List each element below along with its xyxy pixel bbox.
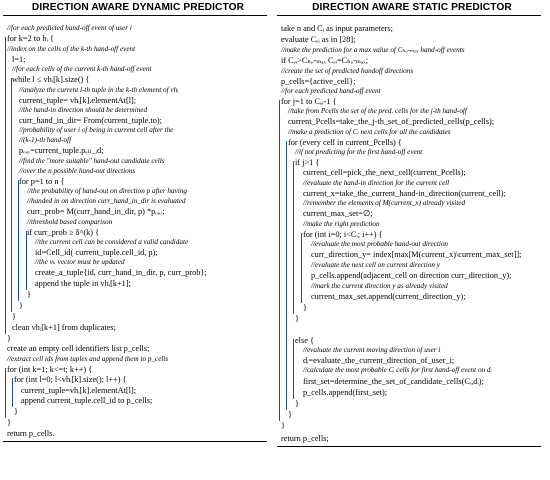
code-line: create an empty cell identifiers list p_cells;: [7, 344, 150, 353]
panel-title: DIRECTION AWARE DYNAMIC PREDICTOR: [31, 2, 245, 13]
code-line: current_max_set.append(current_direction_y);: [311, 292, 466, 301]
code-line: }: [7, 334, 11, 343]
code-line: append current_tuple.cell_id to p_cells;: [21, 396, 153, 405]
code-line: current_tuple=vhᵢ[k].elementAt[l];: [21, 386, 137, 395]
bottom-rule: [277, 446, 541, 447]
code-line: p_cells={active_cell};: [281, 77, 356, 86]
code-line: }: [14, 407, 18, 416]
code-comment: //handed in on direction curr_hand_in_dir is evaluated: [27, 197, 186, 205]
code-line: while l ≤ vhᵢ[k].size() {: [12, 75, 90, 84]
code-line: current_Pcells=take_the_j-th_set_of_predicted_cells(p_cells);: [288, 117, 495, 126]
code-line: take n and Cᵢ as input parameters;: [281, 24, 393, 33]
code-line: first_set=determine_the_set_of_candidate_cells(Cᵢ,dᵢ);: [303, 377, 484, 386]
code-comment: //make a prediction of Cᵢ next cells for all the candidates: [288, 128, 451, 136]
code-comment: //over the n possible hand-out directions: [19, 167, 136, 175]
for-every-bracket: [286, 141, 287, 410]
for-k2-bracket: [5, 368, 6, 418]
code-line: for k=2 to hᵢ {: [7, 34, 54, 43]
panel-title: DIRECTION AWARE STATIC PREDICTOR: [312, 2, 512, 13]
code-comment: //mark the current direction y as already visited: [311, 282, 448, 290]
code-comment: //make the right prediction: [303, 220, 380, 228]
for-k-bracket: [5, 37, 6, 334]
code-line: return p_cells.: [7, 429, 55, 438]
code-comment: //create the set of predicted handoff directions: [281, 67, 414, 75]
code-line: }: [295, 399, 299, 408]
code-line: for (int i=0; i<Cᵢ; i++) {: [303, 230, 383, 239]
code-line: clean vhᵢ[k+1] from duplicates;: [12, 323, 116, 332]
code-comment: //remember the elements of M(current_x) already visited: [303, 199, 466, 207]
if-bracket: [26, 231, 27, 290]
code-comment: //the hand-in direction should be determined: [19, 106, 148, 114]
code-comment: //probability of user i of being in current cell after the: [19, 126, 174, 134]
code-line: current_max_set=∅;: [303, 209, 373, 218]
code-line: for (int k=1; k<=t; k++) {: [7, 365, 93, 374]
for-p-bracket: [18, 180, 19, 301]
code-comment: //the vₕ vector must be updated: [35, 258, 125, 266]
code-line: for (every cell in current_Pcells) {: [288, 138, 402, 147]
code-line: }: [27, 290, 31, 299]
code-line: pₒᵤᵣ=current_tuple.pₑₗₗ_ᵢd;: [19, 146, 104, 155]
code-line: }: [288, 410, 292, 419]
code-line: else {: [295, 336, 314, 345]
code-line: }: [19, 301, 23, 310]
code-line: }: [303, 303, 307, 312]
for-l-bracket: [12, 378, 13, 407]
code-line: if j>1 {: [295, 158, 320, 167]
code-line: curr_prob= M(curr_hand_in_dir, p) *pₒᵤᵣ;: [27, 207, 165, 216]
code-comment: //for each predicted hand-off event of user i: [7, 24, 132, 32]
code-line: current_cell=pick_the_next_cell(current_Pcells);: [303, 168, 466, 177]
code-line: }: [12, 312, 16, 321]
code-comment: //calculate the most probable Cᵢ cells for first hand-off event on dᵢ: [303, 366, 492, 374]
code-line: id=Cell_id( current_tuple.cell_id, p);: [35, 248, 158, 257]
code-comment: //(k-1)-th hand-off: [19, 136, 72, 144]
code-line: l=1;: [12, 55, 26, 64]
bottom-rule: [3, 441, 267, 442]
code-comment: //if not predicting for the first hand-off event: [295, 148, 423, 156]
code-comment: //evaluate the current moving direction of user i: [303, 346, 441, 354]
code-line: p_cells.append(first_set);: [303, 388, 388, 397]
code-line: for p=1 to n {: [19, 177, 65, 186]
code-comment: //analyze the current l-th tuple in the k-th element of vhᵢ: [19, 86, 179, 94]
code-comment: //evaluate the hand-in direction for the current cell: [303, 179, 450, 187]
code-comment: //make the prediction for a max value of Cₕₒ-ₘₐₓ hand-off events: [281, 46, 465, 54]
code-line: p_cells.append(adjacent_cell on direction curr_direction_y);: [311, 271, 512, 280]
for-i-bracket: [301, 233, 302, 303]
else-bracket: [293, 339, 294, 399]
code-line: if curr_prob ≥ δ^(k) {: [27, 228, 100, 237]
code-line: create_a_tuple{id, curr_hand_in_dir, p, curr_prob};: [35, 268, 207, 277]
code-line: if Cₑᵢ>Cₕₒ-ₘₐₓ Cₑᵢ=Cₕₒ-ₘₐₓ;: [281, 56, 368, 65]
title-rule: [277, 15, 541, 16]
while-bracket: [11, 78, 12, 312]
code-line: }: [295, 314, 299, 323]
code-line: }: [7, 418, 11, 427]
code-line: append the tuple in vhᵢ[k+1];: [35, 279, 131, 288]
code-line: evaluate Cₑᵢ as in [28];: [281, 35, 356, 44]
code-comment: //extract cell ids from tuples and append them to p_cells: [7, 355, 169, 363]
code-line: }: [281, 421, 285, 430]
code-comment: //threshold based comparison: [27, 218, 113, 226]
code-line: curr_hand_in_dir= From(current_tuple.to);: [19, 116, 162, 125]
code-line: return p_cells;: [281, 434, 329, 443]
code-comment: //the probability of hand-out on direction p after having: [27, 187, 187, 195]
code-comment: //evaluate the most probable hand-out direction: [311, 240, 449, 248]
code-line: curr_direction_y= index[max[M(current_x)\current_max_set]];: [311, 250, 522, 259]
code-line: for (int l=0; l<vhᵢ[k].size(); l++) {: [14, 375, 127, 384]
if-bracket: [293, 161, 294, 314]
title-rule: [3, 15, 267, 16]
code-comment: //index on the cells of the k-th hand-off event: [7, 45, 136, 53]
code-comment: //the current cell can be considered a valid candidate: [35, 238, 189, 246]
code-line: current_x=take_the_current_hand-in_direction(current_cell);: [303, 189, 506, 198]
code-comment: //evaluate the next cell on current direction y: [311, 261, 440, 269]
code-line: for j=1 to Cₑᵢ-1 {: [281, 97, 337, 106]
for-j-bracket: [279, 100, 280, 421]
code-line: dᵢ=evaluate_the_current_direction_of_user_i;: [303, 356, 455, 365]
code-comment: //for each cells of the current k-th hand-off event: [12, 65, 152, 73]
code-line: current_tuple= vhᵢ[k].elementAt[l];: [19, 96, 137, 105]
code-comment: //take from Pcells the set of the pred. cells for the j-th hand-off: [288, 107, 467, 115]
static-predictor-panel: [277, 0, 547, 480]
dynamic-predictor-panel: [3, 0, 273, 480]
code-comment: //find the "more suitable" hand-out candidate cells: [19, 157, 165, 165]
code-comment: //for each predicted hand-off event: [281, 87, 381, 95]
